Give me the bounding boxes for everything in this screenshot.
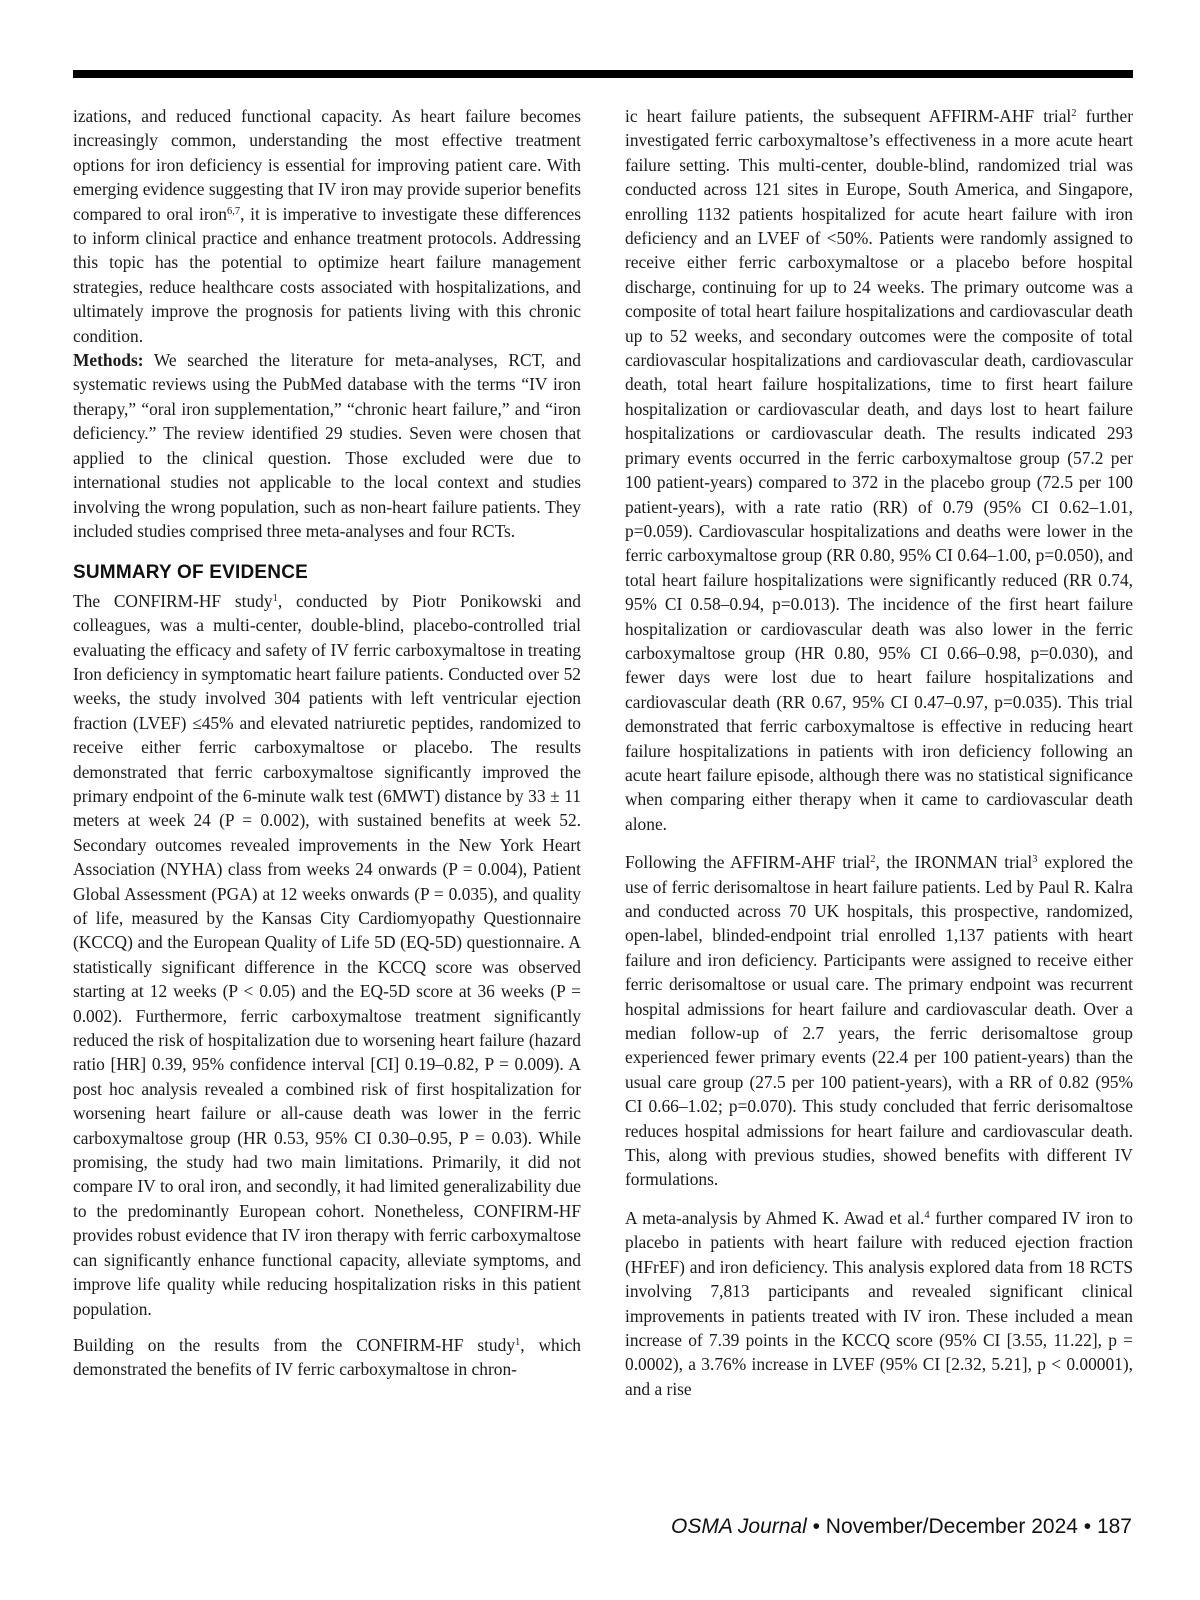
left-column bbox=[73, 104, 581, 1382]
page-number: 187 bbox=[1096, 1515, 1132, 1538]
meta-analysis-paragraph: A meta-analysis by Ahmed K. Awad et al.$^4$ further compared IV iron to placebo in patients with heart failure with reduced ejection fraction (HFrEF) and iron deficiency. This analysis explored data from 18 RCTS involving 7,813 participants and revealed significant clinical improvements in patients treated with IV iron. These included a mean increase of 7.39 points in the KCCQ score (95% CI [3.55, 11.22], p = 0.0002), a 3.76% increase in LVEF (95% CI [2.32, 5.21], p < 0.00001), and a rise bbox=[625, 1207, 1133, 1399]
issue-date: • November/December 2024 • bbox=[806, 1515, 1097, 1538]
journal-name: OSMA Journal bbox=[671, 1515, 807, 1538]
confirm-hf-paragraph: The CONFIRM-HF study$^1$, conducted by Piotr Ponikowski and colleagues, was a multi-center, double-blind, placebo-controlled trial evaluating the efficacy and safety of IV ferric carboxymaltose in treating Iron deficiency in symptomatic heart failure patients. Conducted over 52 weeks, the study involved 304 patients with left ventricular ejection fraction (LVEF) ≤45% and elevated natriuretic peptides, randomized to receive either ferric carboxymaltose or placebo. The results demonstrated that ferric carboxymaltose significantly improved the primary endpoint of the 6-minute walk test (6MWT) distance by 33 ± 11 meters at week 24 (P = 0.002), with sustained benefits at week 52. Secondary outcomes revealed improvements in the New York Heart Association (NYHA) class from weeks 24 onwards (P = 0.004), Patient Global Assessment (PGA) at 12 weeks onwards (P = 0.035), and quality of life, measured by the Kansas City Cardiomyopathy Questionnaire (KCCQ) and the European Quality of Life 5D (EQ-5D) questionnaire. A statistically significant difference in the KCCQ score was observed starting at 12 weeks (P < 0.05) and the EQ-5D score at 36 weeks (P = 0.002). Furthermore, ferric carboxymaltose treatment significantly reduced the risk of hospitalization due to worsening heart failure (hazard ratio [HR] 0.39, 95% confidence interval [CI] 0.19–0.82, P = 0.009). A post hoc analysis revealed a combined risk of first hospitalization for worsening heart failure or all-cause death was lower in the ferric carboxymaltose group (HR 0.53, 95% CI 0.30–0.95, P = 0.03). While promising, the study had two main limitations. Primarily, it did not compare IV to oral iron, and secondly, it had limited generalizability due to the predominantly European cohort. Nonetheless, CONFIRM-HF provides robust evidence that IV iron therapy with ferric carboxymaltose can significantly enhance functional capacity, alleviate symptoms, and improve life quality while reducing hospitalization risks in this patient population. bbox=[73, 590, 581, 1319]
building-paragraph: Building on the results from the CONFIRM-HF study$^1$, which demonstrated the benefits of IV ferric carboxymaltose in chron- bbox=[73, 1334, 581, 1380]
citation-superscript: 1 bbox=[515, 1336, 521, 1348]
right-column bbox=[625, 104, 1133, 1401]
methods-label: Methods: bbox=[73, 350, 144, 371]
methods-paragraph: Methods: We searched the literature for meta-analyses, RCT, and systematic reviews using the PubMed database with the terms “IV iron therapy,” “oral iron supplementation,” “chronic heart failure,” and “iron deficiency.” The review identified 29 studies. Seven were chosen that applied to the clinical question. Those excluded were due to international studies not applicable to the local context and studies involving the wrong population, such as non-heart failure patients. They included studies comprised three meta-analyses and four RCTs. bbox=[73, 350, 581, 541]
citation-superscript: 2 bbox=[1071, 108, 1077, 119]
top-rule bbox=[73, 70, 1133, 78]
citation-superscript: 4 bbox=[924, 1209, 930, 1221]
intro-paragraph: izations, and reduced functional capacity. As heart failure becomes increasingly common, understanding the most effective treatment options for iron deficiency is essential for improving patient care. With emerging evidence suggesting that IV iron may provide superior benefits compared to oral iron$^{6,7}$, it is imperative to investigate these differences to inform clinical practice and enhance treatment protocols. Addressing this topic has the potential to optimize heart failure management strategies, reduce healthcare costs associated with hospitalizations, and ultimately improve the prognosis for patients living with this chronic condition. bbox=[73, 106, 581, 346]
page-footer bbox=[671, 1515, 1132, 1539]
affirm-ahf-paragraph: ic heart failure patients, the subsequent AFFIRM-AHF trial$^2$ further investigated ferric carboxymaltose’s effectiveness in a more acute heart failure setting. This multi-center, double-blind, randomized trial was conducted across 121 sites in Europe, South America, and Singapore, enrolling 1132 patients hospitalized for acute heart failure with iron deficiency and an LVEF of <50%. Patients were randomly assigned to receive either ferric carboxymaltose or a placebo before hospital discharge, continuing for up to 24 weeks. The primary outcome was a composite of total heart failure hospitalizations and cardiovascular death up to 52 weeks, and secondary outcomes were the composite of total cardiovascular hospitalizations and cardiovascular death, cardiovascular death, total heart failure hospitalizations, time to first heart failure hospitalization or cardiovascular death, and days lost to heart failure hospitalizations or cardiovascular death. The results indicated 293 primary events occurred in the ferric carboxymaltose group (57.2 per 100 patient-years) compared to 372 in the placebo group (72.5 per 100 patient-years), with a rate ratio (RR) of 0.79 (95% CI 0.62–1.01, p=0.059). Cardiovascular hospitalizations and deaths were lower in the ferric carboxymaltose group (RR 0.80, 95% CI 0.64–1.00, p=0.050), and total heart failure hospitalizations were significantly reduced (RR 0.74, 95% CI 0.58–0.94, p=0.013). The incidence of the first heart failure hospitalization or cardiovascular death was also lower in the ferric carboxymaltose group (HR 0.80, 95% CI 0.66–0.98, p=0.030), and fewer days were lost due to heart failure hospitalizations and cardiovascular death (RR 0.67, 95% CI 0.47–0.97, p=0.035). This trial demonstrated that ferric carboxymaltose is effective in reducing heart failure hospitalizations in patients with iron deficiency following an acute heart failure episode, although there was no statistical significance when comparing either therapy when it came to cardiovascular death alone. bbox=[625, 106, 1133, 834]
ironman-paragraph: Following the AFFIRM-AHF trial$^2$, the IRONMAN trial$^3$ explored the use of ferric derisomaltose in heart failure patients. Led by Paul R. Kalra and conducted across 70 UK hospitals, this prospective, randomized, open-label, blinded-endpoint trial enrolled 1,137 patients with heart failure and iron deficiency. Participants were assigned to receive either ferric derisomaltose or usual care. The primary endpoint was recurrent hospital admissions for heart failure and cardiovascular death. Over a median follow-up of 2.7 years, the ferric derisomaltose group experienced fewer primary events (22.4 per 100 patient-years) than the usual care group (27.5 per 100 patient-years), with a RR of 0.82 (95% CI 0.66–1.02; p=0.070). This study concluded that ferric derisomaltose reduces hospital admissions for heart failure and cardiovascular death. This, along with previous studies, showed benefits with different IV formulations. bbox=[625, 852, 1133, 1190]
citation-superscript: 2 bbox=[870, 854, 876, 866]
citation-superscript: 3 bbox=[1032, 854, 1038, 866]
section-heading: SUMMARY OF EVIDENCE bbox=[73, 562, 308, 584]
citation-superscript: 6,7 bbox=[227, 205, 241, 217]
citation-superscript: 1 bbox=[272, 592, 278, 604]
